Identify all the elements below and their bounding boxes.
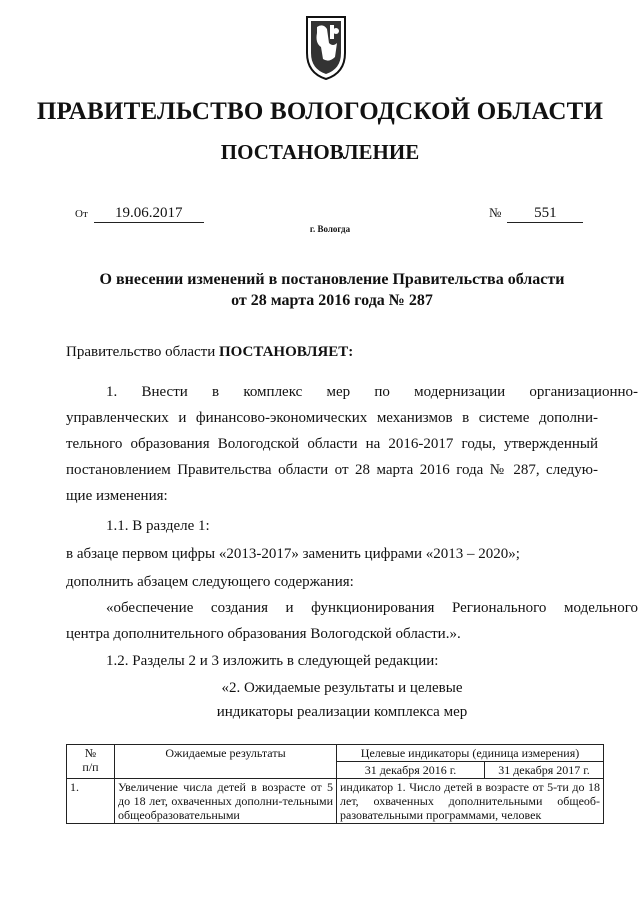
header-cell-number [67, 745, 115, 779]
date-label: От [75, 208, 88, 220]
header-number-label: № [84, 746, 97, 760]
header-number-sub: п/п [82, 760, 99, 774]
cell-number: 1. [67, 779, 115, 824]
cell-indicator: индикатор 1. Число детей в возрасте от 5-ти до 18 лет, охваченных дополнительными общеоб-разовательными программами, человек [337, 779, 604, 824]
header-cell-indicators: Целевые индикаторы (единица измерения) [337, 745, 604, 762]
cell-result: Увеличение числа детей в возрасте от 5 до 18 лет, охваченных дополни-тельными общеобразовательными [115, 779, 337, 824]
header-cell-date: 31 декабря 2017 г. [485, 762, 604, 779]
resolves-word: ПОСТАНОВЛЯЕТ: [218, 344, 354, 360]
body-line: «обеспечение создания и функционирования Регионального модельного [106, 600, 638, 616]
indicators-table [66, 744, 604, 824]
body-line: тельного образования Вологодской области на 2016-2017 годы, утвержденный [66, 436, 598, 452]
number-value: 551 [507, 205, 583, 223]
city: г. Вологда [309, 224, 351, 234]
table-row [67, 779, 604, 824]
body-line: центра дополнительного образования Вологодской области.». [66, 626, 461, 642]
document-date [75, 205, 204, 223]
resolves-paragraph [66, 341, 598, 363]
number-label: № [489, 205, 502, 220]
subject-line: от 28 марта 2016 года № 287 [231, 292, 433, 309]
resolves-prefix: Правительство области [66, 344, 219, 360]
table-header-row [67, 745, 604, 762]
document-number [489, 205, 583, 223]
body-line: дополнить абзацем следующего содержания: [66, 574, 354, 590]
date-value: 19.06.2017 [94, 205, 204, 223]
document-type: ПОСТАНОВЛЕНИЕ [220, 140, 420, 164]
body-line: щие изменения: [66, 488, 168, 504]
government-title: ПРАВИТЕЛЬСТВО ВОЛОГОДСКОЙ ОБЛАСТИ [36, 98, 604, 125]
body-line: управленческих и финансово-экономических механизмов в системе дополни- [66, 410, 598, 426]
section-heading-line: «2. Ожидаемые результаты и целевые [221, 680, 463, 696]
body-line: в абзаце первом цифры «2013-2017» заменить цифрами «2013 – 2020»; [66, 546, 520, 562]
header-cell-results: Ожидаемые результаты [115, 745, 337, 779]
subject-line: О внесении изменений в постановление Правительства области [99, 271, 565, 288]
document-subject [0, 269, 640, 311]
body-line: 1. Внести в комплекс мер по модернизации организационно- [106, 384, 638, 400]
body-line: 1.1. В разделе 1: [106, 518, 210, 534]
header-cell-date: 31 декабря 2016 г. [337, 762, 485, 779]
body-line: постановлением Правительства области от 28 марта 2016 года № 287, следую- [66, 462, 598, 478]
coat-of-arms-icon [303, 13, 349, 81]
section-heading-line: индикаторы реализации комплекса мер [216, 704, 468, 720]
body-line: 1.2. Разделы 2 и 3 изложить в следующей редакции: [106, 653, 439, 669]
